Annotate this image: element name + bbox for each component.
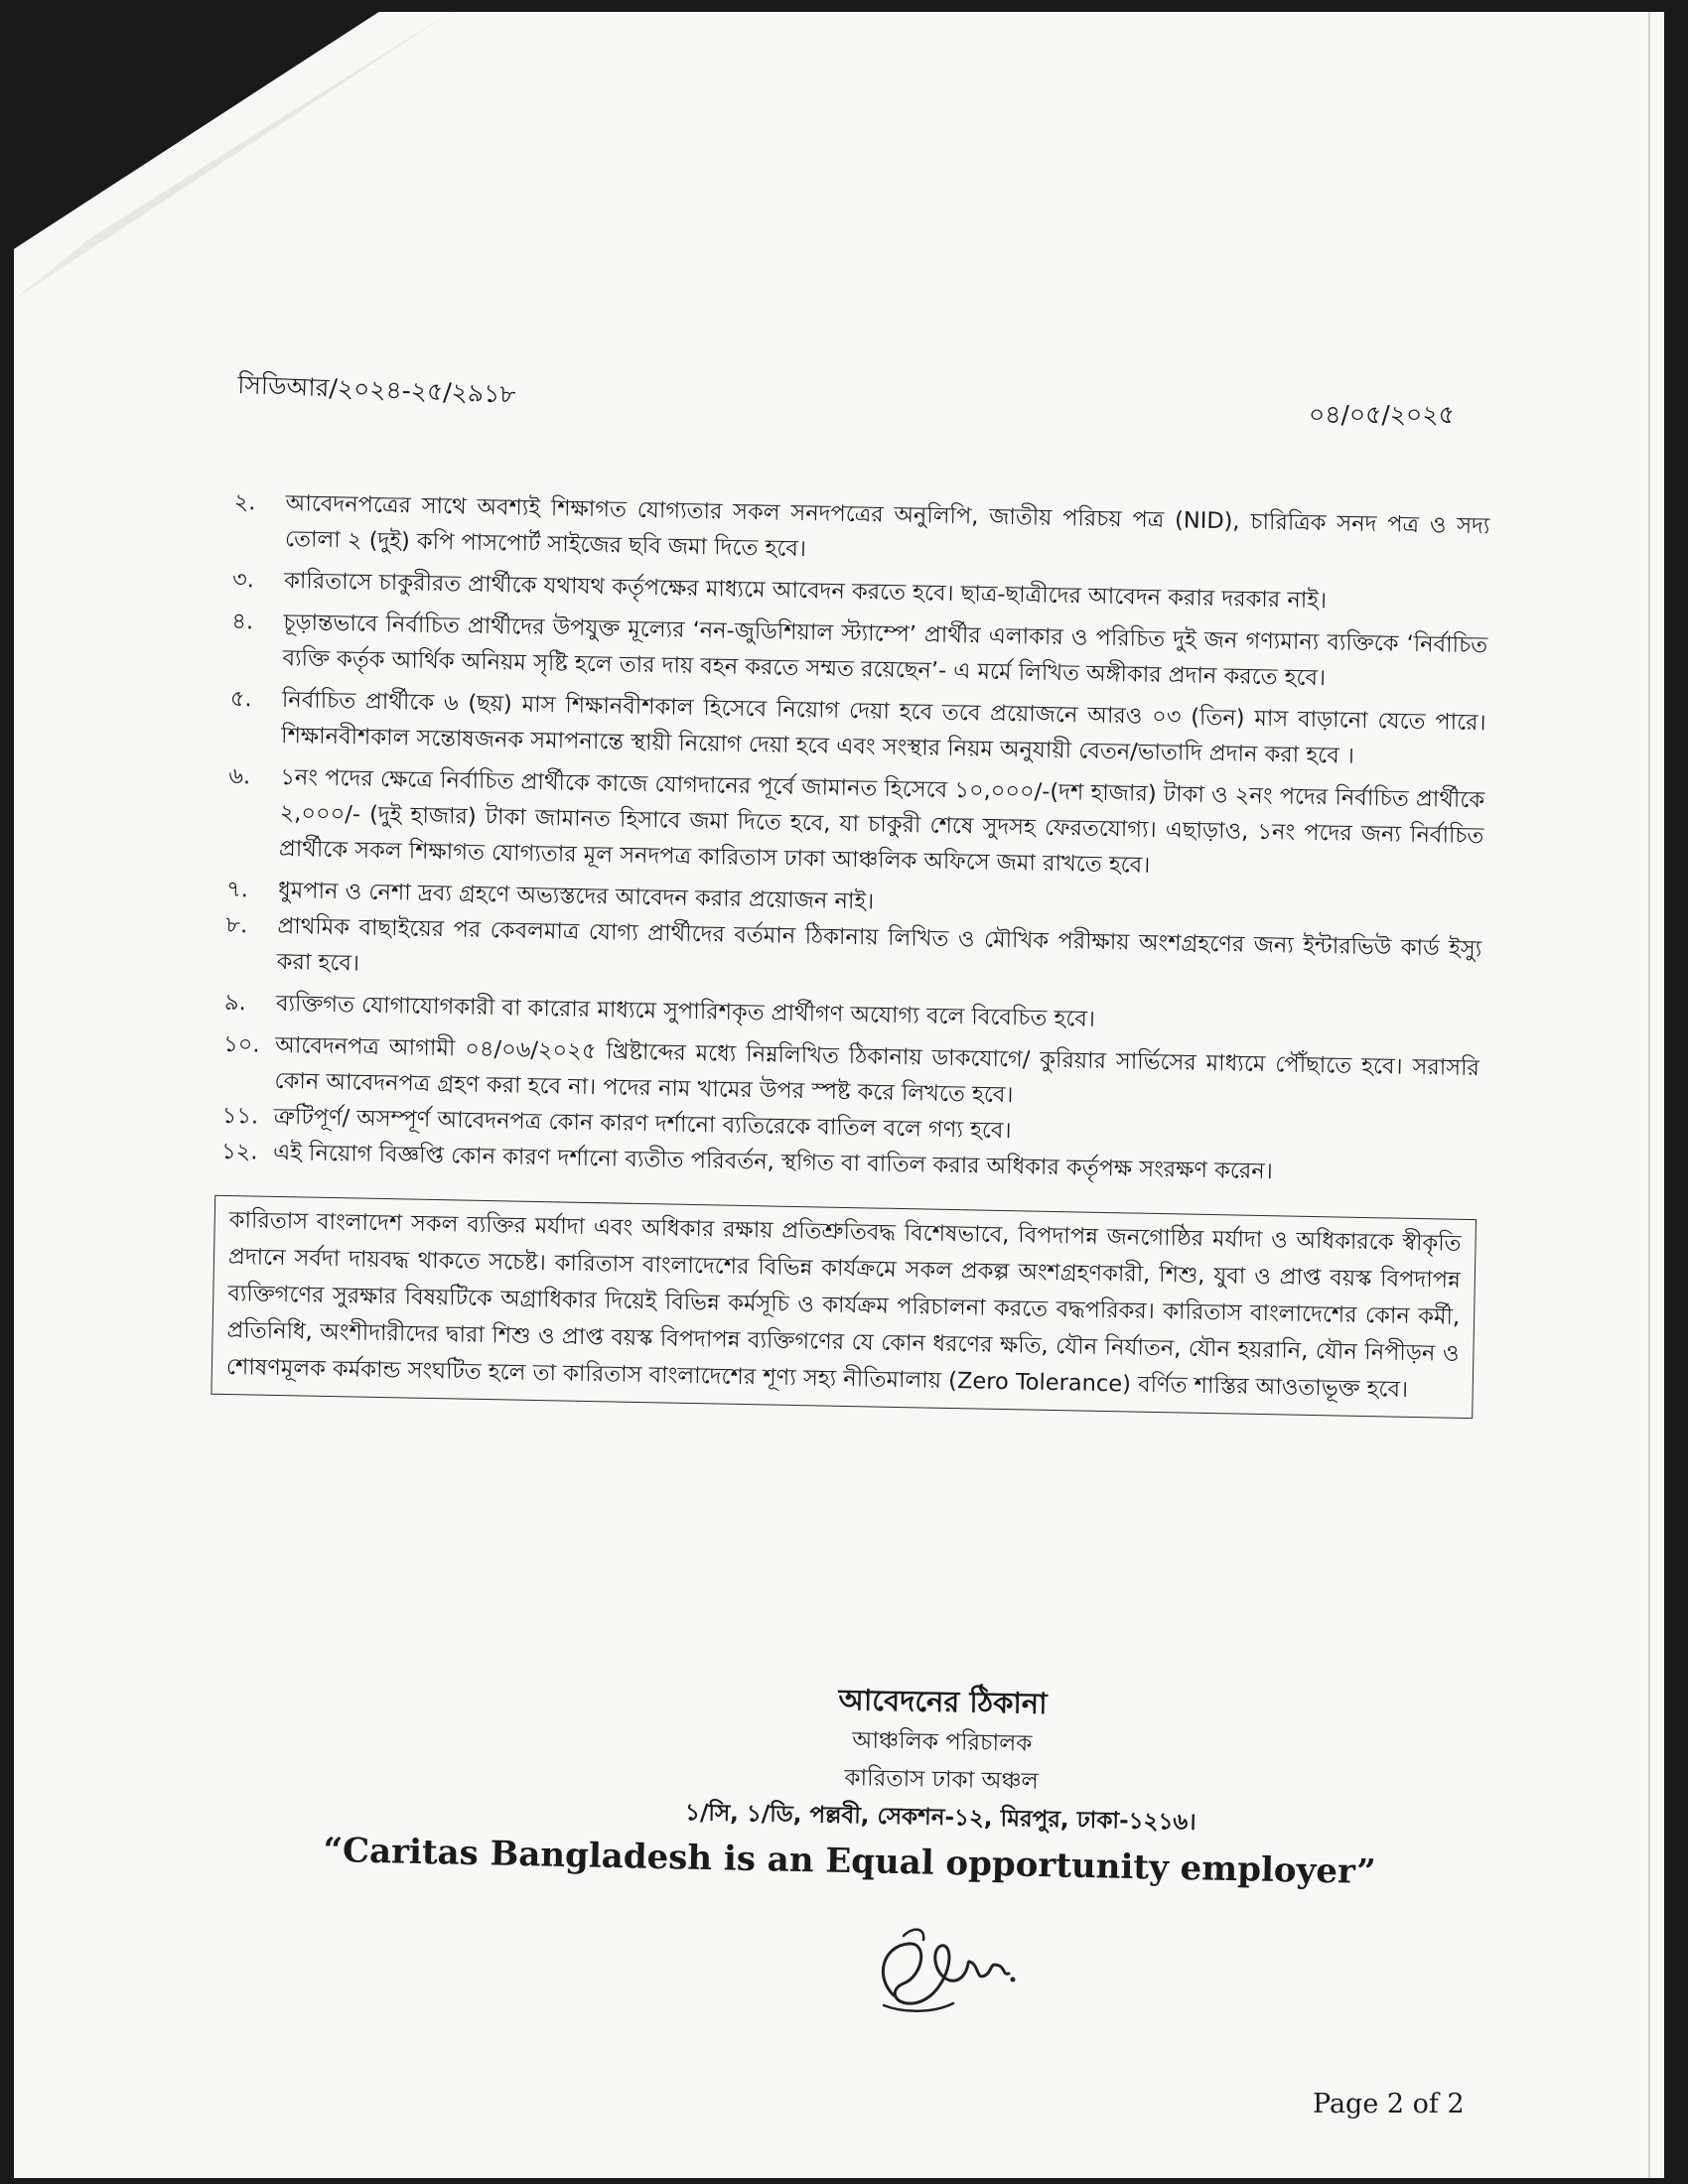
item-number: ৬. [228, 762, 251, 790]
document-body [216, 484, 1489, 1419]
address-location: ১/সি, ১/ডি, পল্লবী, সেকশন-১২, মিরপুর, ঢাকা-১২১৬। [684, 1800, 1196, 1836]
item-text: ১নং পদের ক্ষেত্রে নির্বাচিত প্রার্থীকে কাজে যোগদানের পূর্বে জামানত হিসেবে ১০,০০০/-(দশ হাজার) টাকা ও ২নং পদের নির্বাচিত প্রার্থীকে ২,০০০/- (দুই হাজার) টাকা জামানত হিসাবে জমা দিতে হবে, যা চাকুরী শেষে সুদসহ ফেরতযোগ্য। এছাড়াও, ১নং পদের জন্য নির্বাচিত প্রার্থীকে সকল শিক্ষাগত যোগ্যতার মূল সনদপত্র কারিতাস ঢাকা আঞ্চলিক অফিসে জমা রাখতে হবে। [278, 763, 1485, 879]
conditions-list [221, 484, 1490, 1193]
list-item [227, 758, 1485, 889]
equal-opportunity-tagline: “Caritas Bangladesh is an Equal opportunity employer” [323, 1830, 1377, 1893]
address-office: কারিতাস ঢাকা অঞ্চল [844, 1765, 1039, 1795]
item-number: ২. [233, 488, 256, 516]
page-number: Page 2 of 2 [1313, 2089, 1465, 2119]
item-number: ১০. [222, 1030, 260, 1058]
signature-image [854, 1906, 1033, 2025]
item-text: আবেদনপত্রের সাথে অবশ্যই শিক্ষাগত যোগ্যতার সকল সনদপত্রের অনুলিপি, জাতীয় পরিচয় পত্র (NID), চারিত্রিক সনদ পত্র ও সদ্য তোলা ২ (দুই) কপি পাসপোর্ট সাইজের ছবি জমা দিতে হবে। [284, 489, 1490, 563]
item-text: ত্রুটিপূর্ণ/ অসম্পূর্ণ আবেদনপত্র কোন কারণ দর্শানো ব্যতিরেকে বাতিল বলে গণ্য হবে। [273, 1103, 1012, 1145]
address-designation: আঞ্চলিক পরিচালক [851, 1727, 1033, 1757]
item-text: নির্বাচিত প্রার্থীকে ৬ (ছয়) মাস শিক্ষানবীশকাল হিসেবে নিয়োগ দেয়া হবে তবে প্রয়োজনে আরও ০৩ (তিন) মাস বাড়ানো যেতে পারে। শিক্ষানবীশকাল সন্তোষজনক সমাপনান্তে স্থায়ী নিয়োগ দেয়া হবে এবং সংস্থার নিয়ম অনুযায়ী বেতন/ভাতাদি প্রদান করা হবে । [280, 686, 1486, 769]
address-heading: আবেদনের ঠিকানা [838, 1682, 1048, 1721]
item-number: ৫. [229, 685, 252, 713]
item-text: ধুমপান ও নেশা দ্রব্য গ্রহণে অভ্যস্তদের আবেদন করার প্রয়োজন নাই। [277, 877, 875, 915]
item-text: আবেদনপত্র আগামী ০৪/০৬/২০২৫ খ্রিষ্টাব্দের মধ্যে নিম্নলিখিত ঠিকানায় ডাকযোগে/ কুরিয়ার সার্ভিসের মাধ্যমে পৌঁছাতে হবে। সরাসরি কোন আবেদনপত্র গ্রহণ করা হবে না। পদের নাম খামের উপর স্পষ্ট করে লিখতে হবে। [274, 1031, 1480, 1109]
item-number: ৯. [223, 989, 246, 1017]
item-text: এই নিয়োগ বিজ্ঞপ্তি কোন কারণ দর্শানো ব্যতীত পরিবর্তন, স্থগিত বা বাতিল করার অধিকার কর্তৃপক্ষ সংরক্ষণ করেন। [272, 1139, 1274, 1185]
safeguarding-policy-box [211, 1195, 1477, 1419]
item-number: ১২. [220, 1138, 258, 1165]
reference-number: সিডিআর/২০২৪-২৫/২৯১৮ [236, 369, 517, 409]
item-number: ৮. [225, 911, 248, 939]
item-text: কারিতাসে চাকুরীরত প্রার্থীকে যথাযথ কর্তৃপক্ষের মাধ্যমে আবেদন করতে হবে। ছাত্র-ছাত্রীদের আবেদন করার দরকার নাই। [283, 567, 1328, 614]
item-number: ৭. [225, 876, 249, 903]
item-number: ১১. [221, 1102, 259, 1130]
item-number: ৩. [231, 566, 255, 594]
item-text: ব্যক্তিগত যোগাযোগকারী বা কারোর মাধ্যমে সুপারিশকৃত প্রার্থীগণ অযোগ্য বলে বিবেচিত হবে। [275, 990, 1096, 1032]
policy-text: কারিতাস বাংলাদেশ সকল ব্যক্তির মর্যাদা এবং অধিকার রক্ষায় প্রতিশ্রুতিবদ্ধ বিশেষভাবে, বিপদাপন্ন জনগোষ্ঠির মর্যাদা ও অধিকারকে স্বীকৃতি প্রদানে সর্বদা দায়বদ্ধ থাকতে সচেষ্ট। কারিতাস বাংলাদেশের বিভিন্ন কার্যক্রমে সকল প্রকল্প অংশগ্রহণকারী, শিশু, যুবা ও প্রাপ্ত বয়স্ক বিপদাপন্ন ব্যক্তিগণের সুরক্ষার বিষয়টিকে অগ্রাধিকার দিয়েই বিভিন্ন কর্মসূচি ও কার্যক্রম পরিচালনা করতে বদ্ধপরিকর। কারিতাস বাংলাদেশের কোন কর্মী, প্রতিনিধি, অংশীদারীদের দ্বারা শিশু ও প্রাপ্ত বয়স্ক বিপদাপন্ন ব্যক্তিগণের যে কোন ধরণের ক্ষতি, যৌন নির্যাতন, যৌন হয়রানি, যৌন নিপীড়ন ও শোষণমূলক কর্মকান্ড সংঘটিত হলে তা কারিতাস বাংলাদেশের শূণ্য সহ্য নীতিমালায় (Zero Tolerance) বর্ণিত শাস্তির আওতাভূক্ত হবে। [225, 1207, 1462, 1403]
item-number: ৪. [231, 608, 254, 635]
document-date: ০৪/০৫/২০২৫ [1309, 400, 1455, 429]
item-text: প্রাথমিক বাছাইয়ের পর কেবলমাত্র যোগ্য প্রার্থীদের বর্তমান ঠিকানায় লিখিত ও মৌখিক পরীক্ষায় অংশগ্রহণের জন্য ইন্টারভিউ কার্ড ইস্যু করা হবে। [276, 912, 1482, 977]
application-address [493, 1671, 1390, 1844]
item-text: চূড়ান্তভাবে নির্বাচিত প্রার্থীদের উপযুক্ত মূল্যের ‘নন-জুডিশিয়াল স্ট্যাম্পে’ প্রার্থীর এলাকার ও পরিচিত দুই জন গণ্যমান্য ব্যক্তিকে ‘নির্বাচিত ব্যক্তি কর্তৃক আর্থিক অনিয়ম সৃষ্টি হলে তার দায় বহন করতে সম্মত রয়েছেন’- এ মর্মে লিখিত অঙ্গীকার প্রদান করতে হবে। [282, 609, 1488, 692]
